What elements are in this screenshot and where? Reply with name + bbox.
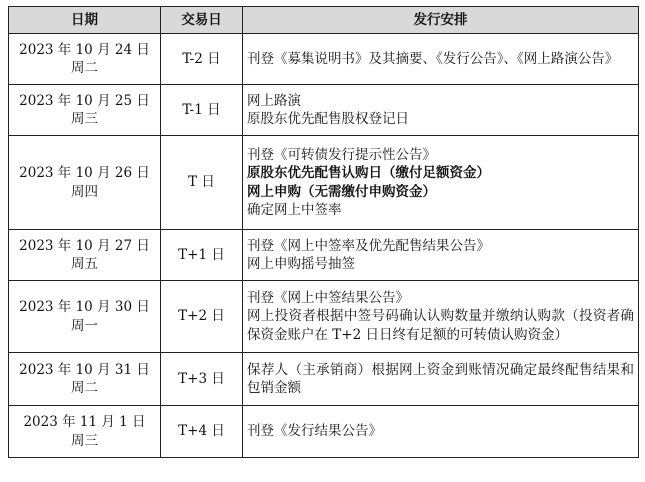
- table-row: [9, 406, 639, 458]
- table-row: [9, 34, 639, 85]
- arrangement-item: 网上路演: [247, 92, 301, 109]
- date-cell: [9, 136, 161, 230]
- trading-day-cell: T 日: [161, 136, 243, 230]
- arrangement-item-bold: 原股东优先配售认购日（缴付足额资金）: [247, 165, 490, 181]
- table-row: [9, 281, 639, 353]
- weekday-text: 周三: [71, 432, 98, 449]
- table-header-row: [9, 7, 639, 34]
- trading-day-cell: T-2 日: [161, 34, 243, 85]
- date-text: 2023 年 11 月 1 日: [23, 414, 146, 430]
- trading-day-cell: T+2 日: [161, 281, 243, 353]
- arrangement-cell: [243, 230, 639, 281]
- arrangement-item: 网上申购摇号抽签: [247, 256, 355, 272]
- trading-day-cell: T-1 日: [161, 85, 243, 136]
- arrangement-item: 原股东优先配售股权登记日: [247, 111, 409, 127]
- trading-day-cell: T+4 日: [161, 406, 243, 458]
- arrangement-cell: [243, 353, 639, 406]
- date-cell: [9, 281, 161, 353]
- date-text: 2023 年 10 月 26 日: [19, 165, 150, 181]
- arrangement-item: 刊登《发行结果公告》: [247, 423, 382, 440]
- table-row: [9, 136, 639, 230]
- date-text: 2023 年 10 月 27 日: [19, 237, 150, 254]
- date-text: 2023 年 10 月 30 日: [19, 299, 150, 315]
- trading-day-cell: T+3 日: [161, 353, 243, 406]
- weekday-text: 周四: [71, 183, 98, 200]
- weekday-text: 周二: [71, 60, 98, 76]
- arrangement-item: 确定网上中签率: [247, 202, 342, 218]
- arrangement-item: 刊登《网上中签结果公告》: [247, 289, 409, 306]
- weekday-text: 周五: [71, 256, 98, 272]
- arrangement-cell: [243, 406, 639, 458]
- trading-day-cell: T+1 日: [161, 230, 243, 281]
- header-trading-day: 交易日: [161, 7, 243, 34]
- arrangement-cell: [243, 281, 639, 353]
- date-cell: [9, 85, 161, 136]
- header-arrangement: 发行安排: [243, 7, 639, 34]
- date-cell: [9, 230, 161, 281]
- weekday-text: 周二: [71, 380, 98, 396]
- date-text: 2023 年 10 月 24 日: [19, 41, 150, 58]
- table-row: [9, 85, 639, 136]
- arrangement-cell: [243, 34, 639, 85]
- arrangement-item-bold: 网上申购（无需缴付申购资金）: [247, 183, 436, 200]
- arrangement-item: 刊登《可转债发行提示性公告》: [247, 146, 436, 163]
- table-row: [9, 353, 639, 406]
- date-text: 2023 年 10 月 31 日: [19, 361, 150, 378]
- weekday-text: 周一: [71, 317, 98, 334]
- table-row: [9, 230, 639, 281]
- arrangement-item: 保荐人（主承销商）根据网上资金到账情况确定最终配售结果和包销金额: [247, 361, 634, 396]
- arrangement-cell: [243, 136, 639, 230]
- arrangement-cell: [243, 85, 639, 136]
- issuance-schedule-table: [8, 6, 639, 458]
- arrangement-item: 刊登《网上中签率及优先配售结果公告》: [247, 237, 490, 254]
- arrangement-item: 网上投资者根据中签号码确认认购数量并缴纳认购款（投资者确保资金账户在 T+2 日日终有足额的可转债认购资金）: [247, 308, 634, 343]
- date-cell: [9, 406, 161, 458]
- date-cell: [9, 353, 161, 406]
- arrangement-item: 刊登《募集说明书》及其摘要、《发行公告》、《网上路演公告》: [247, 50, 619, 67]
- header-date: 日期: [9, 7, 161, 34]
- weekday-text: 周三: [71, 111, 98, 127]
- date-cell: [9, 34, 161, 85]
- date-text: 2023 年 10 月 25 日: [19, 92, 150, 109]
